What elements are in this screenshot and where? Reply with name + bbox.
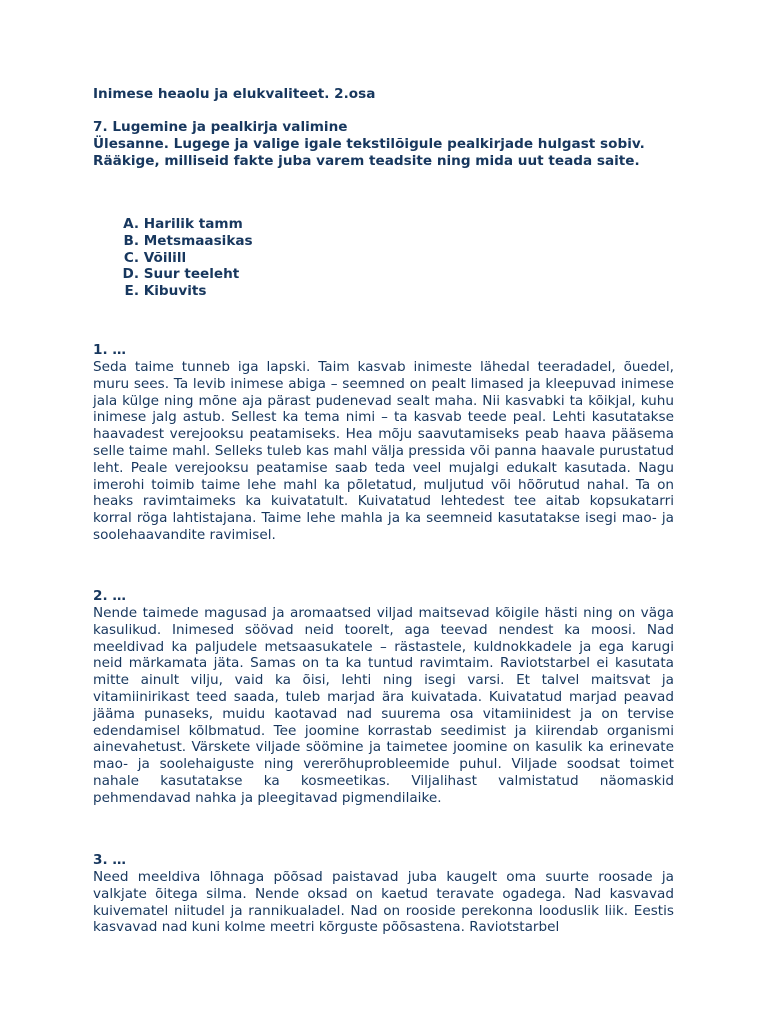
section-number: 1. … xyxy=(93,342,126,358)
option-name: Suur teeleht xyxy=(143,266,240,283)
task-heading: 7. Lugemine ja pealkirja valimine xyxy=(93,119,348,135)
text-section-1 xyxy=(93,342,674,544)
task-instruction-line-2: Rääkige, milliseid fakte juba varem teadsite ning mida uut teada saite. xyxy=(93,153,640,169)
option-item xyxy=(93,233,674,250)
task-block xyxy=(93,119,674,170)
text-section-3 xyxy=(93,852,674,936)
document-title: Inimese heaolu ja elukvaliteet. 2.osa xyxy=(93,86,376,102)
option-name: Metsmaasikas xyxy=(143,232,253,249)
option-letter: C. xyxy=(123,249,139,266)
section-text: Need meeldiva lõhnaga põõsad paistavad juba kaugelt oma suurte roosade ja valkjate õitega silma. Nende oksad on kaetud teravate ogadega. Nad kasvavad kuivematel niitudel ja rannikualadel. Nad on rooside perekonna looduslik liik. Eestis kasvavad nad kuni kolme meetri kõrguste põõsastena. Raviotstarbel xyxy=(93,869,674,936)
option-letter: E. xyxy=(124,283,139,300)
document-page xyxy=(93,86,674,936)
section-text: Nende taimede magusad ja aromaatsed viljad maitsevad kõigile hästi ning on väga kasulikud. Inimesed söövad neid toorelt, aga teevad nendest ka moosi. Nad meeldivad ka paljudele metsaasukatele – rästastele, kuldnokkadele ja ega karugi neid märkamata jäta. Samas on ta ka tuntud ravimtaim. Raviotstarbel ei kasutata mitte ainult vilju, vaid ka õisi, lehti ning isegi varsi. Et talvel maitsvat ja vitamiinirikast teed saada, tuleb marjad ära kuivatada. Kuivatatud marjad peavad jääma punaseks, muidu kaotavad nad suurema osa vitamiinidest ja on tervise edendamisel kõlbmatud. Tee joomine korrastab seedimist ja kiirendab organismi ainevahetust. Värskete viljade söömine ja taimetee joomine on kasulik ka erinevate mao- ja soolehaiguste ning vererõhuprobleemide puhul. Viljade soodsat toimet nahale kasutatakse ka kosmeetikas. Viljalihast valmistatud näomaskid pehmendavad nahka ja pleegitavad pigmendilaike. xyxy=(93,605,674,806)
section-text: Seda taime tunneb iga lapski. Taim kasvab inimeste lähedal teeradadel, õuedel, muru sees. Ta levib inimese abiga – seemned on pealt limased ja kleepuvad inimese jala külge ning mõne aja pärast pudenevad sealt maha. Nii kasvabki ta kõikjal, kuhu inimese jalg astub. Sellest ka tema nimi – ta kasvab teede peal. Lehti kasutatakse haavadest verejooksu peatamiseks. Hea mõju saavutamiseks peab haava pääsema selle taime mahl. Selleks tuleb kas mahl välja pressida või panna haavale purustatud leht. Peale verejooksu peatamise saab teda veel mujalgi edukalt kasutada. Nagu imerohi toimib taime lehe mahl ka põletatud, muljutud või hõõrutud nahal. Ta on heaks ravimtaimeks ka kuivatatult. Kuivatatud lehtedest tee aitab kopsukatarri korral röga lahtistajana. Taime lehe mahla ja ka seemneid kasutatakse isegi mao- ja soolehaavandite ravimisel. xyxy=(93,359,674,543)
text-section-2 xyxy=(93,588,674,807)
task-instruction-line-1: Ülesanne. Lugege ja valige igale tekstilõigule pealkirjade hulgast sobiv. xyxy=(93,136,645,152)
section-number: 3. … xyxy=(93,852,126,868)
option-item xyxy=(93,250,674,267)
option-name: Võilill xyxy=(143,249,187,266)
option-letter: B. xyxy=(123,232,139,249)
option-letter: D. xyxy=(122,266,139,283)
section-number: 2. … xyxy=(93,588,126,604)
heading-options-list xyxy=(93,216,674,300)
option-item xyxy=(93,216,674,233)
option-item xyxy=(93,283,674,300)
option-name: Kibuvits xyxy=(143,283,207,300)
option-letter: A. xyxy=(123,216,139,232)
option-name: Harilik tamm xyxy=(143,216,243,232)
option-item xyxy=(93,266,674,283)
